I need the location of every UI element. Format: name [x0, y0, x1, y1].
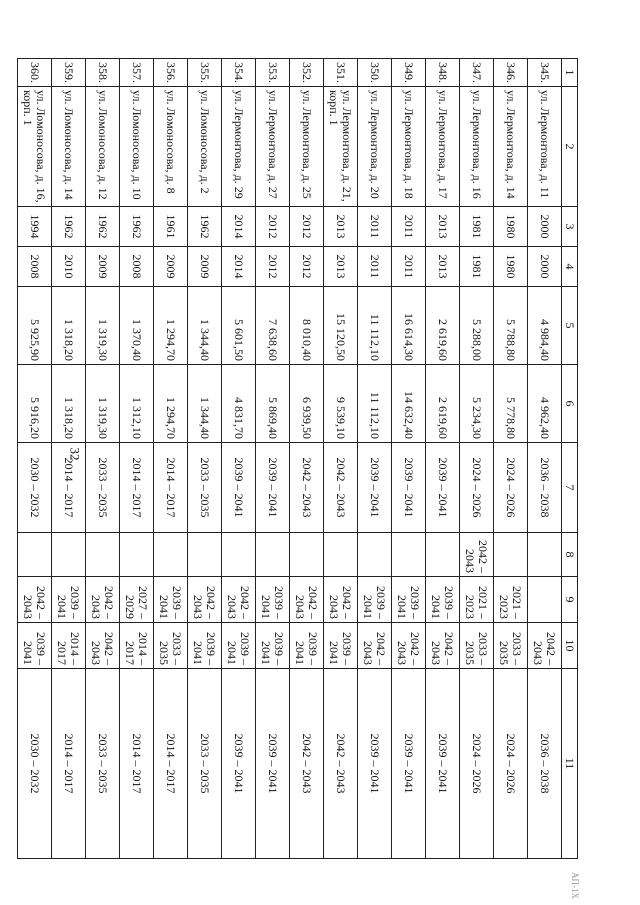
period-col9-end: 2043 [191, 595, 206, 619]
header-row [562, 59, 578, 859]
period-col10-start: 2033 – [170, 632, 185, 665]
period-col10-start: 2042 – [374, 632, 389, 665]
row-number-cell: 357. [120, 59, 154, 87]
total-area-cell: 2 619,60 [426, 287, 460, 365]
period-col7-cell: 2039 – 2041 [392, 443, 426, 533]
table-row [52, 59, 86, 859]
year-commissioned-cell: 2013 [324, 247, 358, 287]
period-col7-cell: 2033 – 2035 [86, 443, 120, 533]
period-col7-cell: 2024 – 2026 [460, 443, 494, 533]
row-number-cell: 358. [86, 59, 120, 87]
col-header-4: 4 [562, 247, 578, 287]
period-col10-cell [222, 623, 256, 669]
col-header-6: 6 [562, 365, 578, 443]
period-col10-cell [52, 623, 86, 669]
period-col7-cell: 2014 – 2017 [154, 443, 188, 533]
period-col10-start: 2039 – [34, 632, 49, 665]
col-header-3: 3 [562, 207, 578, 247]
period-col9-start: 2039 – [374, 586, 389, 619]
address-cell: ул. Ломоносова, д. 10 [120, 87, 154, 207]
period-col7-cell: 2024 – 2026 [494, 443, 528, 533]
total-area-cell: 5 925,90 [18, 287, 52, 365]
year-commissioned-cell: 2010 [52, 247, 86, 287]
period-col9-cell [52, 577, 86, 623]
table-row [528, 59, 562, 859]
col-header-5: 5 [562, 287, 578, 365]
period-col9-end: 2041 [395, 595, 410, 619]
period-col9-end: 2041 [55, 595, 70, 619]
period-col8-cell [460, 533, 494, 577]
table-row [426, 59, 460, 859]
year-built-cell: 2012 [256, 207, 290, 247]
period-col7-cell: 2042 – 2043 [324, 443, 358, 533]
period-col8-cell [290, 533, 324, 577]
period-col9-end: 2029 [123, 595, 138, 619]
year-commissioned-cell: 2011 [358, 247, 392, 287]
address-cell: ул. Ломоносова, д. 16, корп. 1 [18, 87, 52, 207]
period-col9-start: 2039 – [408, 586, 423, 619]
col-header-1: 1 [562, 59, 578, 87]
period-col11-cell: 2039 – 2041 [222, 669, 256, 859]
table-row [86, 59, 120, 859]
period-col11-cell: 2030 – 2032 [18, 669, 52, 859]
period-col10-cell [392, 623, 426, 669]
period-col9-cell [86, 577, 120, 623]
period-col9-start: 2042 – [340, 586, 355, 619]
year-built-cell: 2011 [392, 207, 426, 247]
period-col9-cell [120, 577, 154, 623]
year-commissioned-cell: 2012 [290, 247, 324, 287]
period-col11-cell: 2014 – 2017 [52, 669, 86, 859]
period-col10-cell [324, 623, 358, 669]
period-col9-cell [18, 577, 52, 623]
period-col8-cell [222, 533, 256, 577]
period-col11-cell: 2042 – 2043 [290, 669, 324, 859]
living-area-cell: 1 318,20 [52, 365, 86, 443]
table-row [120, 59, 154, 859]
period-col8-cell [392, 533, 426, 577]
period-col9-cell [528, 577, 562, 623]
row-number-cell: 355. [188, 59, 222, 87]
col-header-10: 10 [562, 623, 578, 669]
period-col10-start: 2014 – [68, 632, 83, 665]
living-area-cell: 5 869,40 [256, 365, 290, 443]
period-col9-start: 2042 – [102, 586, 117, 619]
period-col7-cell: 2014 – 2017 [120, 443, 154, 533]
col-header-8: 8 [562, 533, 578, 577]
table-row [154, 59, 188, 859]
period-col8-cell [188, 533, 222, 577]
period-col8-cell [154, 533, 188, 577]
year-built-cell: 2012 [290, 207, 324, 247]
row-number-cell: 347. [460, 59, 494, 87]
period-col9-end: 2023 [463, 595, 478, 619]
period-col8-cell [324, 533, 358, 577]
address-cell: ул. Лермонтова, д. 14 [494, 87, 528, 207]
period-col9-cell [392, 577, 426, 623]
table-body [18, 59, 562, 859]
table-row [256, 59, 290, 859]
period-col10-end: 2017 [123, 641, 138, 665]
period-col10-end: 2041 [293, 641, 308, 665]
period-col9-cell [290, 577, 324, 623]
period-col9-cell [426, 577, 460, 623]
period-col10-cell [528, 623, 562, 669]
period-col9-start: 2021 – [510, 586, 525, 619]
period-col10-cell [358, 623, 392, 669]
period-col8-cell [426, 533, 460, 577]
period-col10-cell [460, 623, 494, 669]
period-col7-cell: 2036 – 2038 [528, 443, 562, 533]
period-col8-cell [528, 533, 562, 577]
address-cell: ул. Лермонтова, д. 20 [358, 87, 392, 207]
row-number-cell: 349. [392, 59, 426, 87]
living-area-cell: 9 539,10 [324, 365, 358, 443]
page-number: 32 [67, 447, 83, 461]
address-cell: ул. Лермонтова, д. 11 [528, 87, 562, 207]
period-col9-start: 2042 – [204, 586, 219, 619]
period-col11-cell: 2042 – 2043 [324, 669, 358, 859]
address-cell: ул. Лермонтова, д. 29 [222, 87, 256, 207]
period-col10-cell [494, 623, 528, 669]
period-col10-start: 2042 – [102, 632, 117, 665]
total-area-cell: 7 638,60 [256, 287, 290, 365]
period-col9-end: 2043 [21, 595, 36, 619]
table-row [18, 59, 52, 859]
year-built-cell: 1980 [494, 207, 528, 247]
period-col10-end: 2043 [531, 641, 546, 665]
rotated-table-wrapper [21, 58, 578, 858]
period-col10-end: 2041 [21, 641, 36, 665]
period-col8-cell [494, 533, 528, 577]
period-col9-end: 2041 [361, 595, 376, 619]
scan-stamp: АП-1Х [570, 872, 580, 899]
address-cell: ул. Ломоносова, д. 12 [86, 87, 120, 207]
period-col9-cell [460, 577, 494, 623]
col-header-11: 11 [562, 669, 578, 859]
row-number-cell: 359. [52, 59, 86, 87]
table-row [358, 59, 392, 859]
col-header-9: 9 [562, 577, 578, 623]
period-col10-end: 2035 [157, 641, 172, 665]
year-commissioned-cell: 2014 [222, 247, 256, 287]
living-area-cell: 5 916,20 [18, 365, 52, 443]
row-number-cell: 348. [426, 59, 460, 87]
row-number-cell: 354. [222, 59, 256, 87]
period-col10-end: 2017 [55, 641, 70, 665]
year-commissioned-cell: 2008 [18, 247, 52, 287]
living-area-cell: 4 962,40 [528, 365, 562, 443]
living-area-cell: 11 112,10 [358, 365, 392, 443]
period-col10-cell [120, 623, 154, 669]
period-col11-cell: 2039 – 2041 [256, 669, 290, 859]
total-area-cell: 1 294,70 [154, 287, 188, 365]
total-area-cell: 4 984,40 [528, 287, 562, 365]
period-col10-start: 2033 – [510, 632, 525, 665]
period-col9-start: 2042 – [34, 586, 49, 619]
period-col9-cell [494, 577, 528, 623]
period-col11-cell: 2024 – 2026 [460, 669, 494, 859]
period-col7-cell: 2039 – 2041 [358, 443, 392, 533]
address-cell: ул. Лермонтова, д. 16 [460, 87, 494, 207]
row-number-cell: 351. [324, 59, 358, 87]
year-built-cell: 1962 [52, 207, 86, 247]
year-commissioned-cell: 2011 [392, 247, 426, 287]
period-col9-end: 2043 [89, 595, 104, 619]
year-built-cell: 1962 [86, 207, 120, 247]
period-col11-cell: 2014 – 2017 [120, 669, 154, 859]
year-built-cell: 1962 [188, 207, 222, 247]
table-row [392, 59, 426, 859]
period-col9-start: 2027 – [136, 586, 151, 619]
period-col10-end: 2041 [191, 641, 206, 665]
period-col9-start: 2039 – [68, 586, 83, 619]
period-col11-cell: 2033 – 2035 [86, 669, 120, 859]
period-col9-cell [188, 577, 222, 623]
period-col10-start: 2042 – [442, 632, 457, 665]
period-col9-cell [358, 577, 392, 623]
row-number-cell: 350. [358, 59, 392, 87]
total-area-cell: 5 788,80 [494, 287, 528, 365]
year-commissioned-cell: 2012 [256, 247, 290, 287]
table-row [222, 59, 256, 859]
period-col7-cell: 2039 – 2041 [256, 443, 290, 533]
period-col11-cell: 2036 – 2038 [528, 669, 562, 859]
living-area-cell: 2 619,60 [426, 365, 460, 443]
row-number-cell: 345. [528, 59, 562, 87]
period-col11-cell: 2039 – 2041 [426, 669, 460, 859]
period-col10-start: 2014 – [136, 632, 151, 665]
period-col10-start: 2042 – [544, 632, 559, 665]
period-col10-start: 2033 – [476, 632, 491, 665]
year-built-cell: 1981 [460, 207, 494, 247]
year-built-cell: 2000 [528, 207, 562, 247]
period-col10-cell [256, 623, 290, 669]
year-commissioned-cell: 1980 [494, 247, 528, 287]
living-area-cell: 6 939,50 [290, 365, 324, 443]
period-col9-start: 2021 – [476, 586, 491, 619]
living-area-cell: 1 294,70 [154, 365, 188, 443]
period-col11-cell: 2039 – 2041 [392, 669, 426, 859]
period-col11-cell: 2039 – 2041 [358, 669, 392, 859]
period-col7-cell: 2039 – 2041 [426, 443, 460, 533]
living-area-cell: 1 319,30 [86, 365, 120, 443]
address-cell: ул. Лермонтова, д. 17 [426, 87, 460, 207]
living-area-cell: 5 778,80 [494, 365, 528, 443]
period-col9-cell [154, 577, 188, 623]
period-col9-start: 2039 – [442, 586, 457, 619]
period-col9-end: 2041 [157, 595, 172, 619]
period-col10-end: 2041 [259, 641, 274, 665]
living-area-cell: 14 632,40 [392, 365, 426, 443]
period-col8-end: 2043 [463, 549, 478, 573]
period-col8-cell [18, 533, 52, 577]
row-number-cell: 346. [494, 59, 528, 87]
total-area-cell: 5 601,50 [222, 287, 256, 365]
period-col10-end: 2035 [463, 641, 478, 665]
year-commissioned-cell: 2009 [154, 247, 188, 287]
row-number-cell: 356. [154, 59, 188, 87]
col-header-7: 7 [562, 443, 578, 533]
table-row [188, 59, 222, 859]
period-col11-cell: 2024 – 2026 [494, 669, 528, 859]
period-col10-start: 2039 – [204, 632, 219, 665]
period-col10-start: 2039 – [272, 632, 287, 665]
total-area-cell: 1 344,40 [188, 287, 222, 365]
period-col9-start: 2042 – [238, 586, 253, 619]
living-area-cell: 4 831,70 [222, 365, 256, 443]
address-cell: ул. Лермонтова, д. 21, корп. 1 [324, 87, 358, 207]
year-commissioned-cell: 1981 [460, 247, 494, 287]
period-col8-cell [86, 533, 120, 577]
period-col10-cell [426, 623, 460, 669]
total-area-cell: 15 120,50 [324, 287, 358, 365]
period-col9-end: 2043 [327, 595, 342, 619]
period-col10-start: 2039 – [340, 632, 355, 665]
address-cell: ул. Ломоносова, д. 2 [188, 87, 222, 207]
address-cell: ул. Ломоносова, д. 8 [154, 87, 188, 207]
year-built-cell: 1994 [18, 207, 52, 247]
period-col10-end: 2041 [327, 641, 342, 665]
period-col9-end: 2041 [259, 595, 274, 619]
row-number-cell: 353. [256, 59, 290, 87]
period-col10-cell [188, 623, 222, 669]
year-commissioned-cell: 2009 [86, 247, 120, 287]
year-commissioned-cell: 2008 [120, 247, 154, 287]
period-col7-cell: 2030 – 2032 [18, 443, 52, 533]
year-built-cell: 2011 [358, 207, 392, 247]
period-col10-end: 2043 [429, 641, 444, 665]
row-number-cell: 360. [18, 59, 52, 87]
year-built-cell: 2013 [426, 207, 460, 247]
period-col10-cell [86, 623, 120, 669]
table-header [562, 59, 578, 859]
total-area-cell: 8 010,40 [290, 287, 324, 365]
total-area-cell: 5 288,00 [460, 287, 494, 365]
housing-register-table [17, 58, 578, 859]
period-col10-end: 2041 [225, 641, 240, 665]
period-col9-cell [324, 577, 358, 623]
period-col10-start: 2039 – [306, 632, 321, 665]
period-col10-cell [290, 623, 324, 669]
total-area-cell: 16 614,30 [392, 287, 426, 365]
table-row [494, 59, 528, 859]
living-area-cell: 5 234,30 [460, 365, 494, 443]
address-cell: ул. Ломоносова, д. 14 [52, 87, 86, 207]
period-col8-cell [256, 533, 290, 577]
period-col9-start: 2039 – [170, 586, 185, 619]
period-col10-cell [18, 623, 52, 669]
period-col9-end: 2041 [429, 595, 444, 619]
period-col9-start: 2042 – [306, 586, 321, 619]
period-col7-cell: 2014 – 2017 [52, 443, 86, 533]
period-col11-cell: 2014 – 2017 [154, 669, 188, 859]
year-built-cell: 2013 [324, 207, 358, 247]
living-area-cell: 1 312,10 [120, 365, 154, 443]
period-col8-start: 2042 – [476, 540, 491, 573]
period-col10-start: 2039 – [238, 632, 253, 665]
period-col9-end: 2043 [225, 595, 240, 619]
period-col8-cell [358, 533, 392, 577]
total-area-cell: 1 318,20 [52, 287, 86, 365]
period-col10-cell [154, 623, 188, 669]
period-col10-end: 2043 [395, 641, 410, 665]
total-area-cell: 1 370,40 [120, 287, 154, 365]
total-area-cell: 11 112,10 [358, 287, 392, 365]
year-built-cell: 2014 [222, 207, 256, 247]
year-commissioned-cell: 2013 [426, 247, 460, 287]
address-cell: ул. Лермонтова, д. 27 [256, 87, 290, 207]
year-built-cell: 1961 [154, 207, 188, 247]
address-cell: ул. Лермонтова, д. 18 [392, 87, 426, 207]
period-col7-cell: 2042 – 2043 [290, 443, 324, 533]
living-area-cell: 1 344,40 [188, 365, 222, 443]
period-col8-cell [120, 533, 154, 577]
table-row [324, 59, 358, 859]
table-row [290, 59, 324, 859]
period-col9-end: 2023 [497, 595, 512, 619]
period-col7-cell: 2033 – 2035 [188, 443, 222, 533]
table-row [460, 59, 494, 859]
period-col10-end: 2043 [361, 641, 376, 665]
year-commissioned-cell: 2000 [528, 247, 562, 287]
period-col9-end: 2043 [293, 595, 308, 619]
period-col9-start: 2039 – [272, 586, 287, 619]
period-col10-end: 2035 [497, 641, 512, 665]
period-col9-cell [222, 577, 256, 623]
period-col10-end: 2043 [89, 641, 104, 665]
period-col9-cell [256, 577, 290, 623]
period-col10-start: 2042 – [408, 632, 423, 665]
period-col7-cell: 2039 – 2041 [222, 443, 256, 533]
year-commissioned-cell: 2009 [188, 247, 222, 287]
col-header-2: 2 [562, 87, 578, 207]
year-built-cell: 1962 [120, 207, 154, 247]
row-number-cell: 352. [290, 59, 324, 87]
address-cell: ул. Лермонтова, д. 25 [290, 87, 324, 207]
period-col8-cell [52, 533, 86, 577]
period-col11-cell: 2033 – 2035 [188, 669, 222, 859]
total-area-cell: 1 319,30 [86, 287, 120, 365]
